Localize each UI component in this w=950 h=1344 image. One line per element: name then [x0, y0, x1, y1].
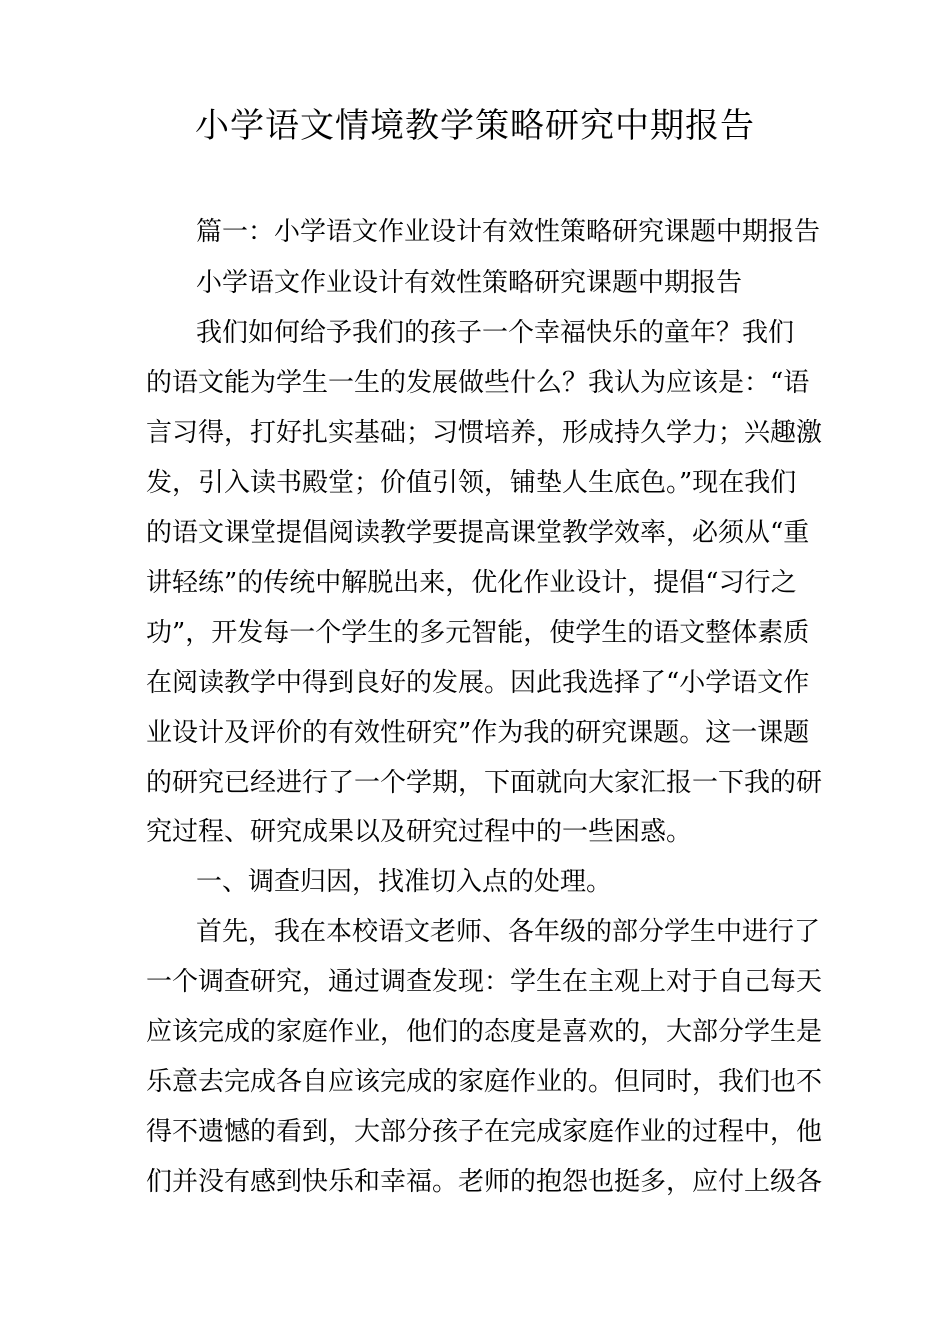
body-line: 首先，我在本校语文老师、各年级的部分学生中进行了 [196, 917, 821, 947]
document-title: 小学语文情境教学策略研究中期报告 [195, 106, 755, 146]
body-line: 的研究已经进行了一个学期，下面就向大家汇报一下我的研 [146, 768, 823, 798]
body-line: 乐意去完成各自应该完成的家庭作业的。但同时，我们也不 [146, 1067, 823, 1097]
body-line: 业设计及评价的有效性研究”作为我的研究课题。这一课题 [146, 718, 810, 748]
section-heading: 篇一：小学语文作业设计有效性策略研究课题中期报告 [196, 217, 821, 247]
body-line: 讲轻练”的传统中解脱出来，优化作业设计，提倡“习行之 [146, 568, 797, 598]
body-line: 的语文课堂提倡阅读教学要提高课堂教学效率，必须从“重 [146, 518, 810, 548]
body-line: 在阅读教学中得到良好的发展。因此我选择了“小学语文作 [146, 668, 810, 698]
report-subtitle: 小学语文作业设计有效性策略研究课题中期报告 [196, 268, 743, 298]
body-line: 们并没有感到快乐和幸福。老师的抱怨也挺多，应付上级各 [146, 1167, 823, 1197]
body-line: 得不遗憾的看到，大部分孩子在完成家庭作业的过程中，他 [146, 1117, 823, 1147]
body-line: 言习得，打好扎实基础；习惯培养，形成持久学力；兴趣激 [146, 418, 823, 448]
section-heading: 一、调查归因，找准切入点的处理。 [196, 867, 613, 897]
body-line: 发，引入读书殿堂；价值引领，铺垫人生底色。”现在我们 [146, 468, 797, 498]
body-line: 功”，开发每一个学生的多元智能，使学生的语文整体素质 [146, 618, 810, 648]
body-line: 的语文能为学生一生的发展做些什么？我认为应该是：“语 [146, 368, 810, 398]
body-line: 一个调查研究，通过调查发现：学生在主观上对于自己每天 [146, 967, 823, 997]
body-line: 究过程、研究成果以及研究过程中的一些困惑。 [146, 817, 693, 847]
body-line: 应该完成的家庭作业，他们的态度是喜欢的，大部分学生是 [146, 1017, 823, 1047]
body-line: 我们如何给予我们的孩子一个幸福快乐的童年？我们 [196, 318, 795, 348]
